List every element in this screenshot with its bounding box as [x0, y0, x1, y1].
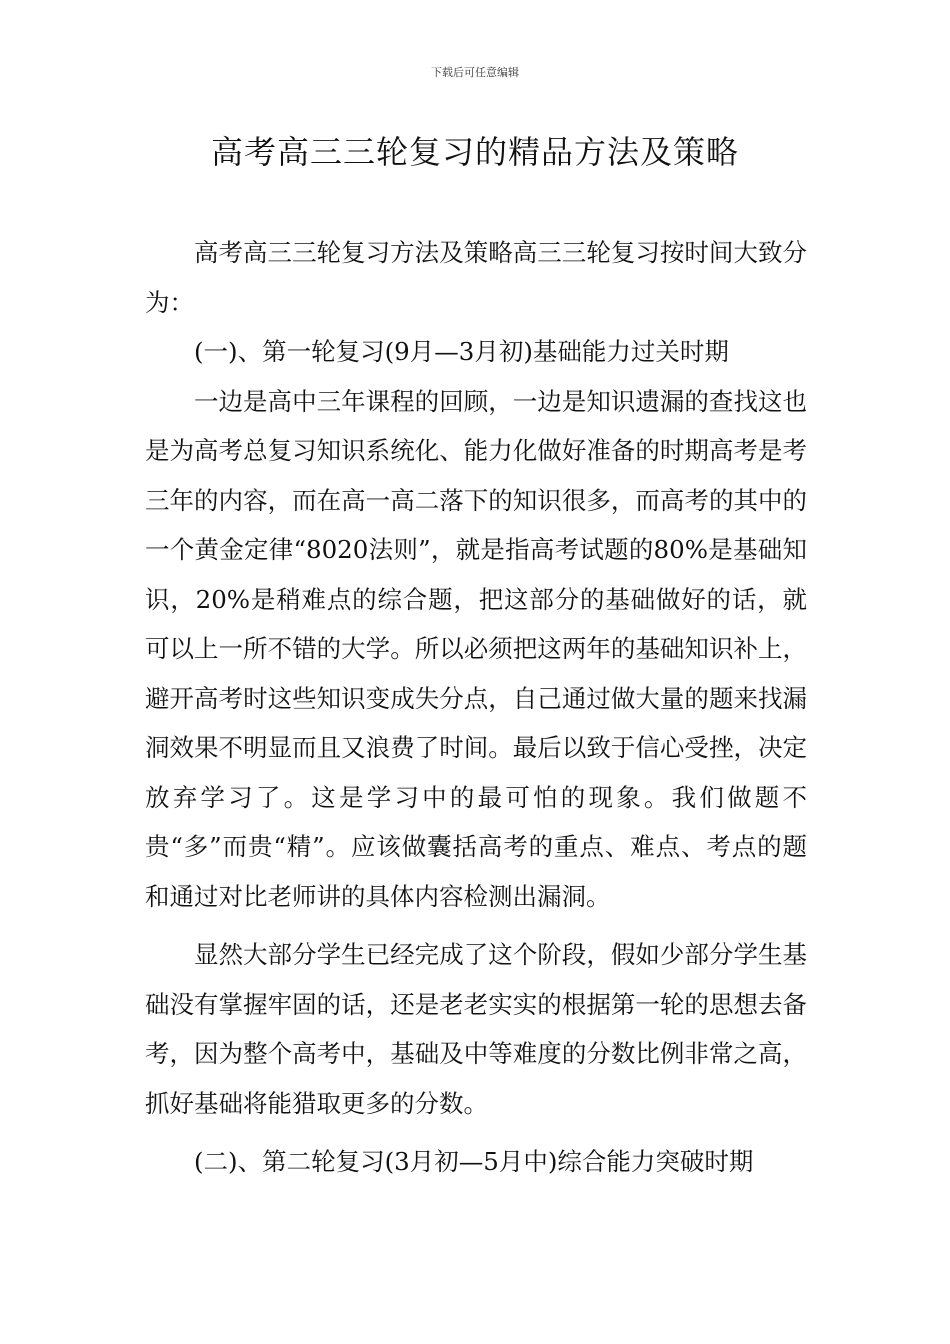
- document-body: [145, 228, 807, 1187]
- paragraph-intro: 高考高三三轮复习方法及策略高三三轮复习按时间大致分为：: [145, 238, 807, 317]
- section-heading-second-round: (二)、第二轮复习(3月初—5月中)综合能力突破时期: [194, 1147, 754, 1176]
- page-header-note: 下载后可任意编辑: [431, 66, 519, 79]
- document-title: 高考高三三轮复习的精品方法及策略: [210, 133, 739, 171]
- section-heading-first-round: (一)、第一轮复习(9月—3月初)基础能力过关时期: [194, 337, 729, 366]
- paragraph-first-round-note: 显然大部分学生已经完成了这个阶段，假如少部分学生基础没有掌握牢固的话，还是老老实实的根据第一轮的思想去备考，因为整个高考中，基础及中等难度的分数比例非常之高，抓好基础将能猎取更多的分数。: [145, 940, 807, 1118]
- paragraph-first-round-detail: 一边是高中三年课程的回顾，一边是知识遗漏的查找这也是为高考总复习知识系统化、能力化做好准备的时期高考是考三年的内容，而在高一高二落下的知识很多，而高考的其中的一个黄金定律“8020法则”，就是指高考试题的80%是基础知识，20%是稍难点的综合题，把这部分的基础做好的话，就可以上一所不错的大学。所以必须把这两年的基础知识补上，避开高考时这些知识变成失分点，自己通过做大量的题来找漏洞效果不明显而且又浪费了时间。最后以致于信心受挫，决定放弃学习了。这是学习中的最可怕的现象。我们做题不贵“多”而贵“精”。应该做囊括高考的重点、难点、考点的题和通过对比老师讲的具体内容检测出漏洞。: [145, 386, 807, 911]
